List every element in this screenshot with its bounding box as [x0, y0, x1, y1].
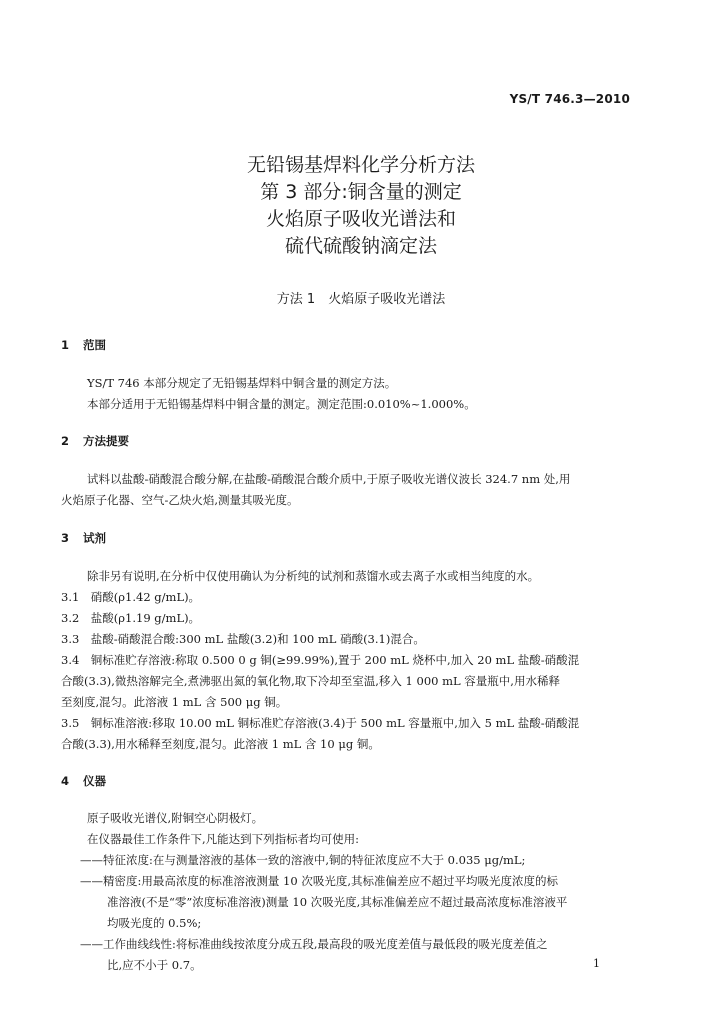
method-title: 方法 1 火焰原子吸收光谱法	[276, 292, 446, 307]
reagent-3-1: 3.1 硝酸(ρ1.42 g/mL)。	[61, 590, 201, 604]
spec-linearity-line-1: ——工作曲线线性:将标准曲线按浓度分成五段,最高段的吸光度差值与最低段的吸光度差值之	[80, 937, 548, 951]
title-line-4: 硫代硫酸钠滴定法	[284, 235, 437, 257]
section-4-heading	[61, 773, 106, 789]
reagent-3-5-line-1: 3.5 铜标准溶液:移取 10.00 mL 铜标准贮存溶液(3.4)于 500 mL 容量瓶中,加入 5 mL 盐酸-硝酸混	[61, 716, 580, 730]
title-line-3: 火焰原子吸收光谱法和	[265, 208, 456, 230]
standard-code: YS/T 746.3—2010	[509, 92, 630, 106]
reagent-3-3: 3.3 盐酸-硝酸混合酸:300 mL 盐酸(3.2)和 100 mL 硝酸(3.1)混合。	[61, 632, 425, 646]
spec-precision-line-1: ——精密度:用最高浓度的标准溶液测量 10 次吸光度,其标准偏差应不超过平均吸光度浓度的标	[80, 874, 558, 888]
section-4-para-1: 原子吸收光谱仪,附铜空心阴极灯。	[87, 811, 264, 825]
section-2-para-line-2: 火焰原子化器、空气-乙炔火焰,测量其吸光度。	[61, 493, 299, 507]
spec-characteristic-concentration: ——特征浓度:在与测量溶液的基体一致的溶液中,铜的特征浓度应不大于 0.035 μg/mL;	[80, 853, 526, 867]
section-2-para-line-1: 试料以盐酸-硝酸混合酸分解,在盐酸-硝酸混合酸介质中,于原子吸收光谱仪波长 324.7 nm 处,用	[87, 472, 571, 486]
title-line-2: 第 3 部分:铜含量的测定	[260, 181, 462, 203]
section-2-heading	[61, 433, 129, 449]
section-3-heading	[61, 530, 106, 546]
document-title	[0, 152, 722, 260]
section-4-title: 仪器	[83, 774, 106, 788]
spec-precision-line-2: 准溶液(不是“零”浓度标准溶液)测量 10 次吸光度,其标准偏差应不超过最高浓度标准溶液平	[107, 895, 568, 909]
section-1-para-2: 本部分适用于无铅锡基焊料中铜含量的测定。测定范围:0.010%~1.000%。	[87, 397, 476, 411]
reagent-3-4-line-3: 至刻度,混匀。此溶液 1 mL 含 500 μg 铜。	[61, 695, 288, 709]
section-3-title: 试剂	[83, 531, 106, 545]
section-2-title: 方法提要	[83, 434, 129, 448]
section-1-heading	[61, 337, 106, 353]
section-1-number: 1	[61, 338, 70, 352]
section-3-number: 3	[61, 531, 70, 545]
section-3-intro: 除非另有说明,在分析中仅使用确认为分析纯的试剂和蒸馏水或去离子水或相当纯度的水。	[87, 569, 540, 583]
reagent-3-5-line-2: 合酸(3.3),用水稀释至刻度,混匀。此溶液 1 mL 含 10 μg 铜。	[61, 737, 380, 751]
section-2-number: 2	[61, 434, 70, 448]
spec-precision-line-3: 均吸光度的 0.5%;	[107, 916, 202, 930]
page-number: 1	[593, 957, 600, 970]
section-1-title: 范围	[83, 338, 106, 352]
section-1-para-1: YS/T 746 本部分规定了无铅锡基焊料中铜含量的测定方法。	[87, 376, 397, 390]
reagent-3-2: 3.2 盐酸(ρ1.19 g/mL)。	[61, 611, 201, 625]
reagent-3-4-line-2: 合酸(3.3),微热溶解完全,煮沸驱出氮的氧化物,取下冷却至室温,移入 1 000 mL 容量瓶中,用水稀释	[61, 674, 560, 688]
spec-linearity-line-2: 比,应不小于 0.7。	[107, 958, 202, 972]
section-4-number: 4	[61, 774, 70, 788]
section-4-para-2: 在仪器最佳工作条件下,凡能达到下列指标者均可使用:	[87, 832, 360, 846]
reagent-3-4-line-1: 3.4 铜标准贮存溶液:称取 0.500 0 g 铜(≥99.99%),置于 200 mL 烧杯中,加入 20 mL 盐酸-硝酸混	[61, 653, 580, 667]
title-line-1: 无铅锡基焊料化学分析方法	[246, 154, 475, 176]
